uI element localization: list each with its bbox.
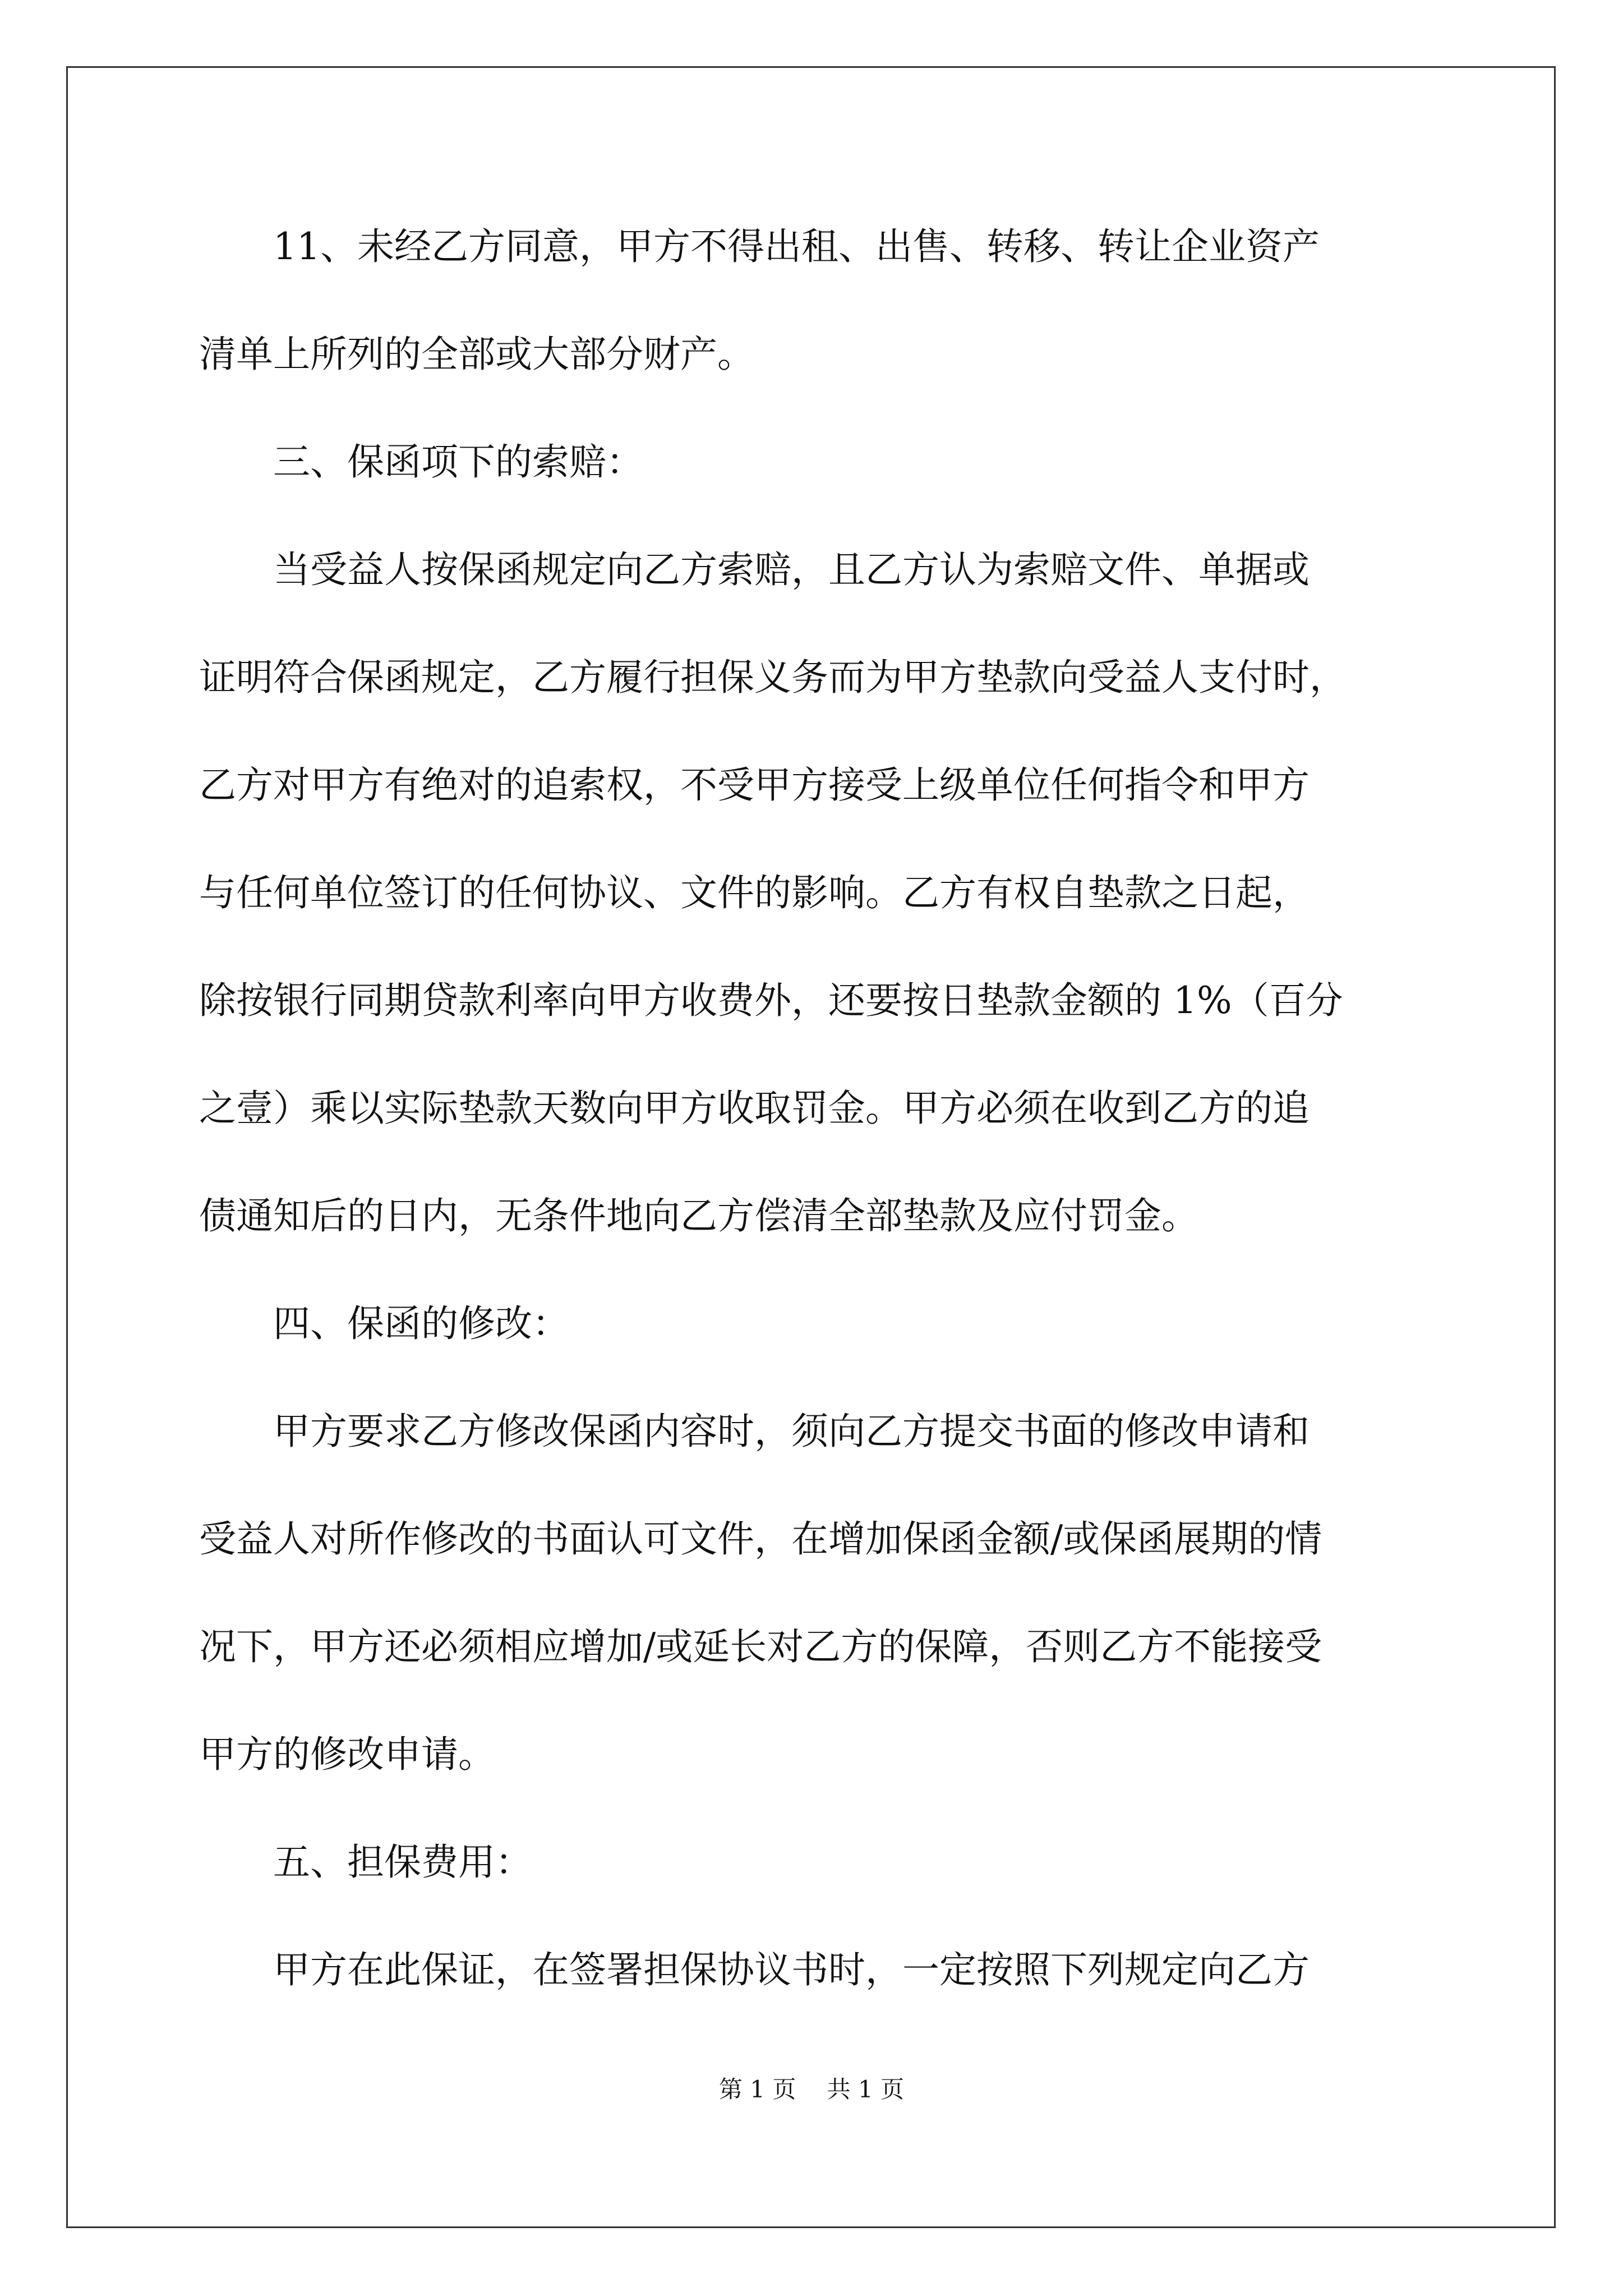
- text-line: 当受益人按保函规定向乙方索赔，且乙方认为索赔文件、单据或: [199, 548, 1310, 591]
- text-line: 甲方要求乙方修改保函内容时，须向乙方提交书面的修改申请和: [199, 1410, 1310, 1453]
- section-heading: 五、担保费用：: [199, 1841, 532, 1884]
- section-heading: 四、保函的修改：: [199, 1302, 569, 1345]
- text-line: 乙方对甲方有绝对的追索权，不受甲方接受上级单位任何指令和甲方: [199, 763, 1310, 807]
- text-line: 与任何单位签订的任何协议、文件的影响。乙方有权自垫款之日起，: [199, 871, 1310, 914]
- text-line: 受益人对所作修改的书面认可文件，在增加保函金额/或保函展期的情: [199, 1517, 1322, 1561]
- text-line: 除按银行同期贷款利率向甲方收费外，还要按日垫款金额的 1%（百分: [199, 979, 1343, 1022]
- text-line: 甲方在此保证，在签署担保协议书时，一定按照下列规定向乙方: [199, 1948, 1310, 1991]
- text-line: 之壹）乘以实际垫款天数向甲方收取罚金。甲方必须在收到乙方的追: [199, 1087, 1310, 1130]
- text-line: 债通知后的日内，无条件地向乙方偿清全部垫款及应付罚金。: [199, 1194, 1198, 1237]
- text-line: 况下，甲方还必须相应增加/或延长对乙方的保障，否则乙方不能接受: [199, 1625, 1322, 1668]
- section-heading: 三、保函项下的索赔：: [199, 440, 643, 484]
- text-line: 11、未经乙方同意，甲方不得出租、出售、转移、转让企业资产: [199, 225, 1320, 268]
- text-line: 清单上所列的全部或大部分财产。: [199, 333, 754, 376]
- document-body: [199, 223, 1545, 2054]
- text-line: 证明符合保函规定，乙方履行担保义务而为甲方垫款向受益人支付时，: [199, 656, 1347, 699]
- page-number: 第 1 页 共 1 页: [718, 2076, 905, 2103]
- text-line: 甲方的修改申请。: [199, 1733, 495, 1776]
